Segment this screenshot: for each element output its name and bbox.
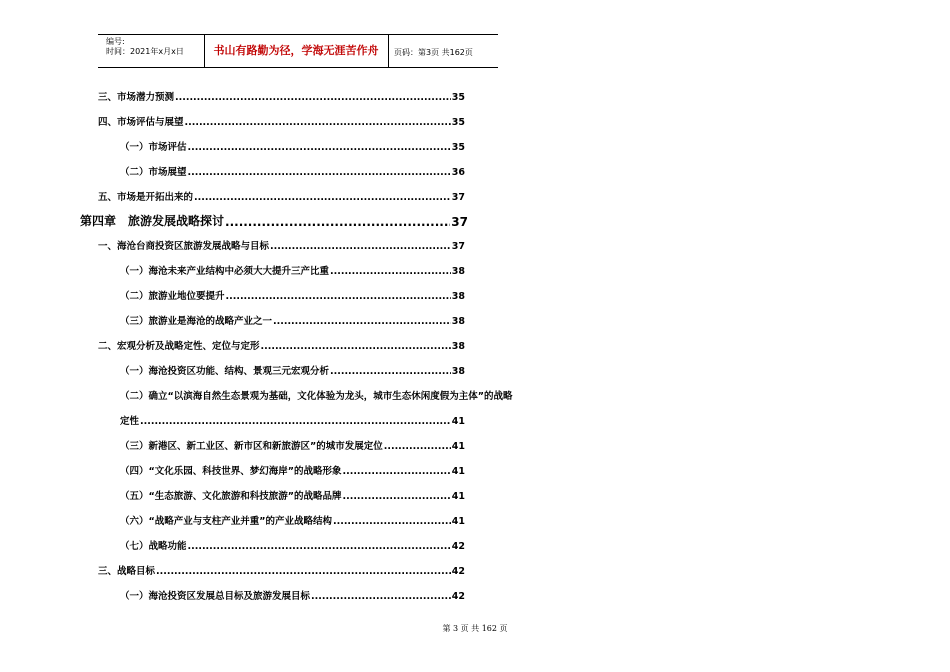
toc-entry[interactable] [120, 588, 465, 602]
toc-leader [185, 117, 451, 128]
toc-entry[interactable] [120, 164, 465, 178]
toc-entry-title: 定性 [120, 416, 140, 427]
toc-entry-page: 41 [451, 491, 465, 502]
toc-leader [188, 142, 451, 153]
toc-entry-page: 37 [451, 215, 468, 229]
toc-entry-page: 35 [451, 92, 465, 103]
toc-leader [140, 416, 451, 427]
toc-entry[interactable] [120, 263, 465, 277]
toc-leader [225, 215, 450, 229]
toc-leader [343, 491, 451, 502]
toc-entry-page: 42 [451, 591, 465, 602]
toc-entry[interactable] [120, 538, 465, 552]
date-label: 时间：2021年x月x日 [106, 47, 184, 56]
toc-entry-title: （七）战略功能 [120, 541, 187, 552]
toc-entry-title: 第四章 旅游发展战略探讨 [80, 214, 225, 228]
toc-entry[interactable] [98, 89, 465, 103]
toc-entry-wrapped-second-line[interactable] [120, 413, 465, 427]
toc-entry-page: 41 [451, 416, 465, 427]
toc-entry-title: 一、海沧台商投资区旅游发展战略与目标 [98, 241, 270, 252]
toc-entry-page: 41 [451, 441, 465, 452]
toc-leader [270, 241, 451, 252]
toc-entry-page: 36 [451, 167, 465, 178]
toc-entry-title: （二）确立“以滨海自然生态景观为基础，文化体验为龙头，城市生态休闲度假为主体”的战略 [120, 391, 513, 402]
toc-entry-title: （四）“文化乐园、科技世界、梦幻海岸”的战略形象 [120, 466, 342, 477]
toc-leader [156, 566, 451, 577]
toc-entry-page: 38 [451, 341, 465, 352]
toc-entry-page: 42 [451, 566, 465, 577]
toc-entry-page: 41 [451, 466, 465, 477]
toc-entry-title: 四、市场评估与展望 [98, 117, 184, 128]
toc-leader [333, 516, 451, 527]
toc-entry[interactable] [120, 363, 465, 377]
toc-entry-title: （二）市场展望 [120, 167, 187, 178]
toc-leader [261, 341, 451, 352]
toc-entry-title: （二）旅游业地位要提升 [120, 291, 225, 302]
toc-entry[interactable] [120, 139, 465, 153]
toc-leader [330, 366, 451, 377]
toc-entry-page: 38 [451, 316, 465, 327]
toc-leader [226, 291, 451, 302]
toc-leader [384, 441, 451, 452]
toc-leader [175, 92, 451, 103]
toc-entry-page: 35 [451, 117, 465, 128]
toc-entry[interactable] [98, 563, 465, 577]
toc-entry-title: （一）市场评估 [120, 142, 187, 153]
toc-entry-title: 五、市场是开拓出来的 [98, 192, 194, 203]
toc-leader [330, 266, 451, 277]
toc-leader [273, 316, 451, 327]
toc-leader [194, 192, 451, 203]
toc-entry-page: 37 [451, 192, 465, 203]
toc-entry-title: 二、宏观分析及战略定性、定位与定形 [98, 341, 260, 352]
toc-entry-page: 41 [451, 516, 465, 527]
toc-entry-title: （一）海沧未来产业结构中必须大大提升三产比重 [120, 266, 330, 277]
toc-entry-title: （一）海沧投资区功能、结构、景观三元宏观分析 [120, 366, 330, 377]
toc-leader [343, 466, 451, 477]
toc-entry-page: 38 [451, 266, 465, 277]
toc-entry-title: （六）“战略产业与支柱产业并重”的产业战略结构 [120, 516, 332, 527]
toc-entry[interactable] [120, 313, 465, 327]
page-footer: 第 3 页 共 162 页 [442, 624, 508, 633]
toc-entry-wrapped-first-line[interactable] [120, 388, 540, 402]
toc-entry[interactable] [98, 238, 465, 252]
toc-entry-title: 三、战略目标 [98, 566, 156, 577]
toc-entry[interactable] [98, 189, 465, 203]
toc-entry-page: 37 [451, 241, 465, 252]
toc-entry[interactable] [120, 513, 465, 527]
toc-entry-title: （三）旅游业是海沧的战略产业之一 [120, 316, 273, 327]
toc-entry-page: 35 [451, 142, 465, 153]
toc-entry[interactable] [120, 463, 465, 477]
toc-entry[interactable] [120, 288, 465, 302]
toc-leader [188, 167, 451, 178]
toc-entry[interactable] [120, 438, 465, 452]
toc-entry-title: （一）海沧投资区发展总目标及旅游发展目标 [120, 591, 311, 602]
toc-entry-page: 38 [451, 366, 465, 377]
toc-entry-page: 38 [451, 291, 465, 302]
toc-entry[interactable] [98, 114, 465, 128]
toc-entry-title: （五）“生态旅游、文化旅游和科技旅游”的战略品牌 [120, 491, 342, 502]
toc-entry[interactable] [98, 338, 465, 352]
header-motto: 书山有路勤为径，学海无涯苦作舟 [213, 44, 379, 57]
toc-entry-page: 42 [451, 541, 465, 552]
toc-entry-title: 三、市场潜力预测 [98, 92, 175, 103]
toc-chapter-entry[interactable] [80, 212, 468, 229]
page-label: 页码：第3页 共162页 [394, 48, 473, 57]
toc-entry-title: （三）新港区、新工业区、新市区和新旅游区”的城市发展定位 [120, 441, 383, 452]
toc-leader [311, 591, 451, 602]
toc-leader [188, 541, 451, 552]
toc-entry[interactable] [120, 488, 465, 502]
code-label: 编号: [106, 37, 125, 46]
